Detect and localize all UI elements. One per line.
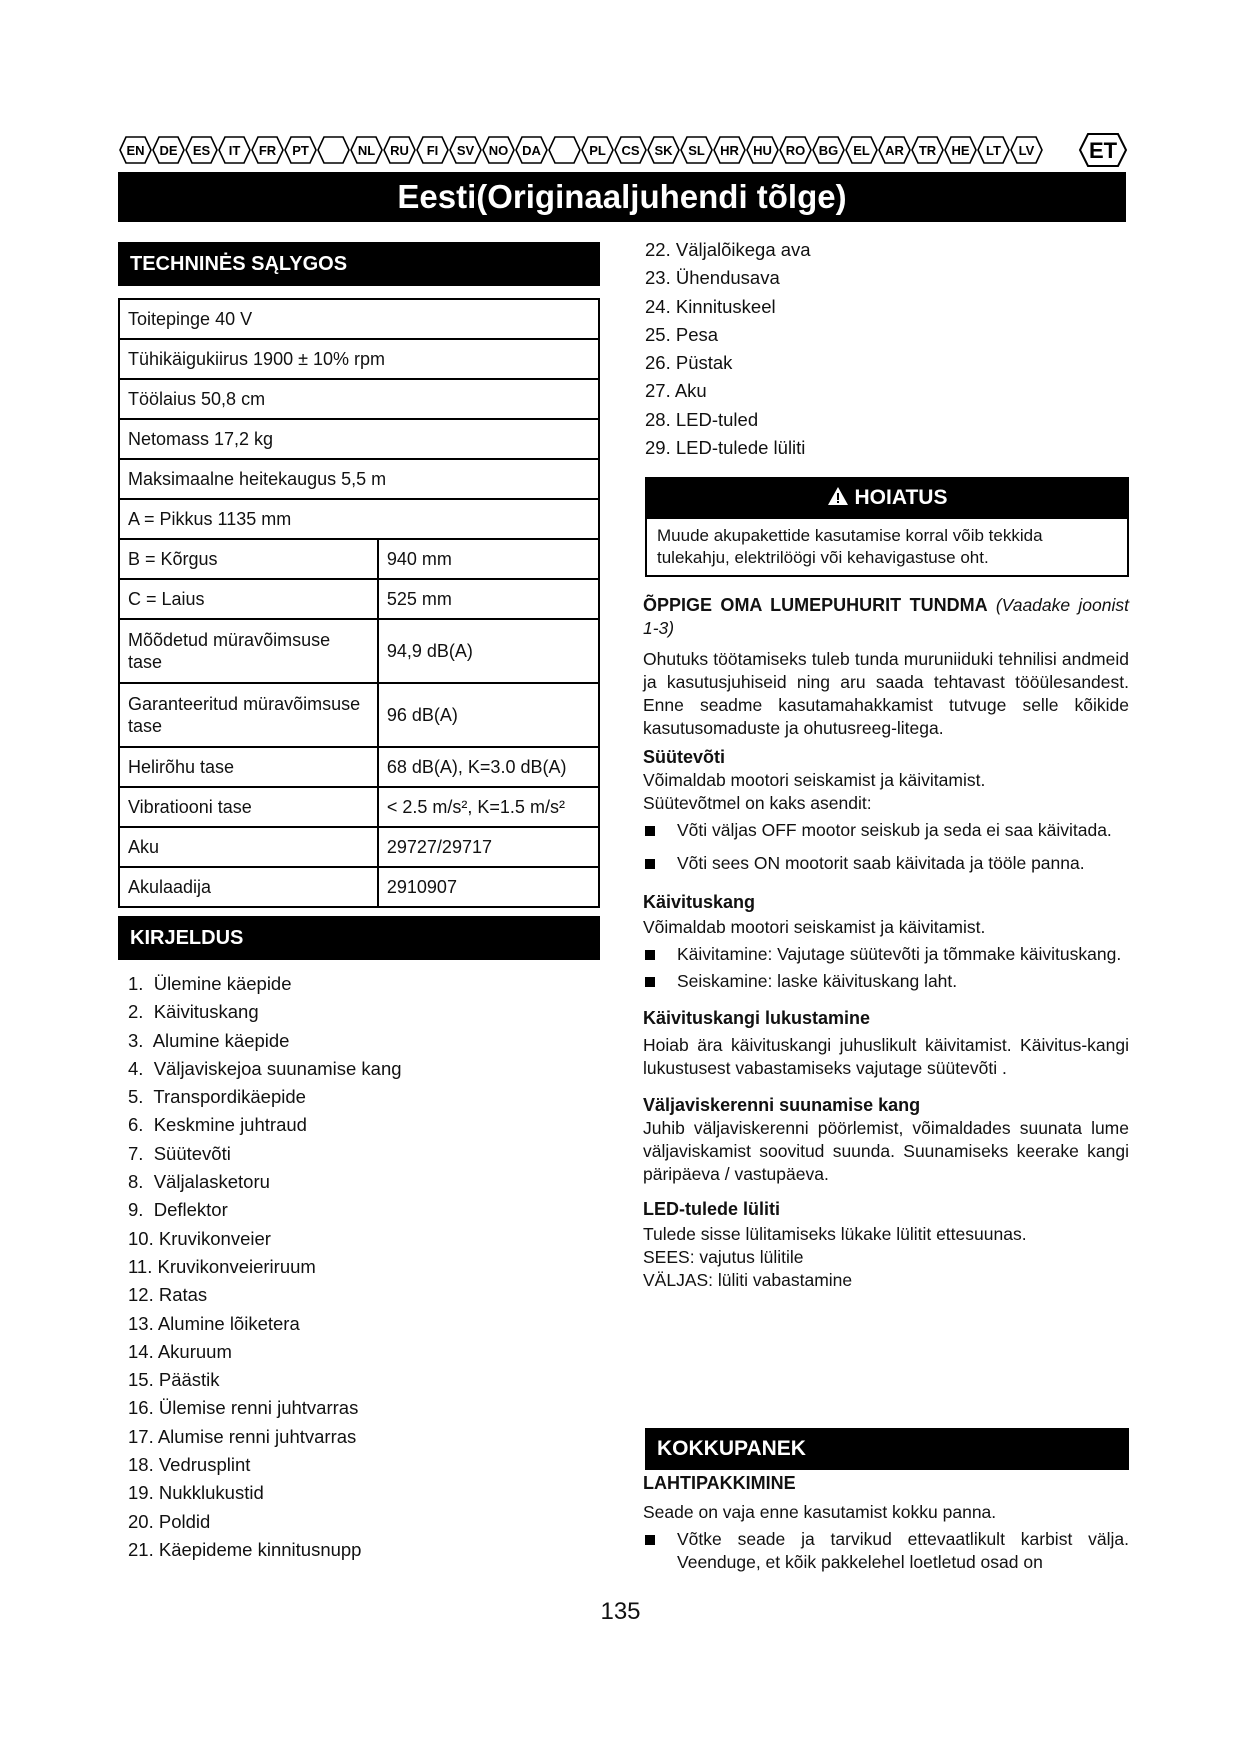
language-tab-tr — [912, 137, 943, 163]
spec-value: < 2.5 m/s², K=1.5 m/s² — [378, 787, 599, 827]
svg-text:EL: EL — [853, 143, 870, 158]
page-number: 135 — [600, 1598, 641, 1625]
spec-label: Töölaius 50,8 cm — [119, 379, 599, 419]
chute-text: Juhib väljaviskerenni pöörlemist, võimaldades suunata lume väljaviskamist soovitud suunda. Suunamiseks keerake kangi päripäeva / vastupäeva. — [643, 1118, 1129, 1184]
ignition-text-1: Võimaldab mootori seiskamist ja käivitamist. — [643, 770, 986, 790]
spec-row — [119, 379, 599, 419]
assembly-section — [643, 1472, 1129, 1574]
spec-row — [119, 539, 599, 579]
list-item: 19. Nukklukustid — [128, 1482, 264, 1504]
language-tab-blank — [549, 137, 580, 163]
svg-text:BG: BG — [818, 143, 839, 158]
language-tab-nl — [351, 137, 382, 163]
spec-row — [119, 419, 599, 459]
list-item: 29. LED-tulede lüliti — [645, 437, 806, 459]
language-tab-sl — [681, 137, 712, 163]
language-tab-bg — [813, 137, 844, 163]
language-tab-de — [153, 137, 184, 163]
unpacking-heading: LAHTIPAKKIMINE — [643, 1473, 796, 1493]
svg-text:NL: NL — [357, 143, 376, 158]
specs-heading: TECHNINĖS SĄLYGOS — [118, 242, 600, 286]
spec-row — [119, 339, 599, 379]
spec-label: B = Kõrgus — [119, 539, 378, 579]
lever-bullet-start: Käivitamine: Vajutage süütevõti ja tõmmake käivituskang. — [643, 943, 1129, 966]
language-tab-cs — [615, 137, 646, 163]
lever-heading: Käivituskang — [643, 892, 756, 912]
svg-text:RU: RU — [390, 143, 409, 158]
language-tab-he — [945, 137, 976, 163]
list-item: 16. Ülemise renni juhtvarras — [128, 1397, 359, 1419]
list-item: 18. Vedrusplint — [128, 1454, 251, 1476]
spec-row — [119, 499, 599, 539]
list-item: 8. Väljalasketoru — [128, 1171, 270, 1193]
list-item: 4. Väljaviskejoa suunamise kang — [128, 1057, 402, 1079]
list-item: 11. Kruvikonveieriruum — [128, 1255, 316, 1277]
spec-label: Toitepinge 40 V — [119, 299, 599, 339]
spec-label: C = Laius — [119, 579, 378, 619]
spec-row — [119, 747, 599, 787]
lock-text: Hoiab ära käivituskangi juhuslikult käivitamist. Käivitus-kangi lukustusest vabastamiseks vajutage süütevõti . — [643, 1035, 1129, 1078]
spec-label: A = Pikkus 1135 mm — [119, 499, 599, 539]
svg-text:DE: DE — [159, 143, 178, 158]
svg-text:LV: LV — [1018, 143, 1035, 158]
warning-triangle-icon — [827, 486, 849, 506]
list-item: 20. Poldid — [128, 1510, 211, 1532]
assembly-heading: KOKKUPANEK — [645, 1428, 1129, 1470]
list-item: 21. Käepideme kinnitusnupp — [128, 1538, 362, 1560]
warning-heading: HOIATUS — [854, 486, 948, 509]
spec-label: Netomass 17,2 kg — [119, 419, 599, 459]
spec-label: Maksimaalne heitekaugus 5,5 m — [119, 459, 599, 499]
svg-text:EN: EN — [126, 143, 145, 158]
chute-heading: Väljaviskerenni suunamise kang — [643, 1095, 921, 1115]
led-heading: LED-tulede lüliti — [643, 1199, 780, 1219]
language-tab-hu — [747, 137, 778, 163]
list-item: 10. Kruvikonveier — [128, 1227, 271, 1249]
list-item: 6. Keskmine juhtraud — [128, 1114, 307, 1136]
assembly-text: Seade on vaja enne kasutamist kokku panna. — [643, 1502, 997, 1522]
ignition-text-2: Süütevõtmel on kaks asendit: — [643, 793, 872, 813]
know-text: Ohutuks töötamiseks tuleb tunda muruniiduki tehnilisi andmeid ja kasutusjuhiseid ning aru saada tehtavast tööülesandest. Enne seadme kasutamahakkamist tutvuge selle kõikide kasutusomaduste ja ohutusreeg-litega. — [643, 649, 1129, 738]
led-line-1: Tulede sisse lülitamiseks lükake lülitit ettesuunas. — [643, 1224, 1027, 1244]
list-item: 7. Süütevõti — [128, 1142, 231, 1164]
list-item: 13. Alumine lõiketera — [128, 1312, 300, 1334]
language-tab-pt — [285, 137, 316, 163]
svg-text:SV: SV — [456, 143, 475, 158]
svg-text:SK: SK — [654, 143, 673, 158]
svg-text:NO: NO — [488, 143, 509, 158]
spec-row — [119, 579, 599, 619]
spec-row — [119, 867, 599, 907]
svg-text:DA: DA — [522, 143, 541, 158]
spec-label: Helirõhu tase — [119, 747, 378, 787]
svg-text:ES: ES — [192, 143, 211, 158]
spec-label: Garanteeritud müravõimsuse tase — [119, 683, 378, 747]
svg-text:HR: HR — [720, 143, 739, 158]
list-item: 28. LED-tuled — [645, 408, 759, 430]
led-line-2: SEES: vajutus lülitile — [643, 1247, 804, 1267]
know-section — [643, 594, 1129, 1292]
language-tab-fr — [252, 137, 283, 163]
list-item: 27. Aku — [645, 380, 707, 402]
svg-text:FI: FI — [426, 143, 439, 158]
spec-row — [119, 683, 599, 747]
spec-value: 68 dB(A), K=3.0 dB(A) — [378, 747, 599, 787]
language-tab-no — [483, 137, 514, 163]
spec-value: 96 dB(A) — [378, 683, 599, 747]
svg-text:FR: FR — [258, 143, 277, 158]
svg-text:HE: HE — [951, 143, 970, 158]
svg-text:AR: AR — [885, 143, 904, 158]
language-tab-pl — [582, 137, 613, 163]
list-item: 2. Käivituskang — [128, 1001, 259, 1023]
language-tab-en — [120, 137, 151, 163]
lever-text: Võimaldab mootori seiskamist ja käivitamist. — [643, 917, 986, 937]
svg-text:ET: ET — [1088, 138, 1118, 163]
spec-row — [119, 827, 599, 867]
svg-text:RO: RO — [785, 143, 806, 158]
list-item: 26. Püstak — [645, 352, 733, 374]
language-tab-lt — [978, 137, 1009, 163]
language-tab-ar — [879, 137, 910, 163]
spec-value: 29727/29717 — [378, 827, 599, 867]
language-tab-current — [1080, 134, 1126, 166]
spec-label: Akulaadija — [119, 867, 378, 907]
ignition-heading: Süütevõti — [643, 747, 726, 767]
lever-bullet-stop: Seiskamine: laske käivituskang laht. — [643, 970, 1129, 993]
ignition-bullet-on: Võti sees ON mootorit saab käivitada ja tööle panna. — [643, 852, 1129, 875]
list-item: 22. Väljalõikega ava — [645, 239, 811, 260]
parts-list — [128, 970, 402, 1564]
language-tab-hr — [714, 137, 745, 163]
parts-list-continued — [645, 236, 811, 462]
language-tab-es — [186, 137, 217, 163]
spec-label: Aku — [119, 827, 378, 867]
list-item: 12. Ratas — [128, 1284, 208, 1306]
svg-text:IT: IT — [228, 143, 241, 158]
spec-value: 940 mm — [378, 539, 599, 579]
language-tab-lv — [1011, 137, 1042, 163]
spec-value: 2910907 — [378, 867, 599, 907]
spec-value: 94,9 dB(A) — [378, 619, 599, 683]
list-item: 9. Deflektor — [128, 1199, 228, 1221]
language-tab-fi — [417, 137, 448, 163]
svg-text:LT: LT — [986, 143, 1001, 158]
know-heading: ÕPPIGE OMA LUMEPUHURIT TUNDMA — [643, 595, 988, 615]
ignition-bullet-off: Võti väljas OFF mootor seiskub ja seda ei saa käivitada. — [643, 819, 1129, 842]
svg-text:HU: HU — [753, 143, 772, 158]
language-tab-ru — [384, 137, 415, 163]
spec-label: Vibratiooni tase — [119, 787, 378, 827]
language-tab-sv — [450, 137, 481, 163]
list-item: 3. Alumine käepide — [128, 1029, 290, 1051]
language-tab-it — [219, 137, 250, 163]
warning-header — [645, 477, 1129, 519]
led-line-3: VÄLJAS: lüliti vabastamine — [643, 1270, 853, 1290]
warning-box — [645, 477, 1129, 577]
list-item: 5. Transpordikäepide — [128, 1086, 306, 1108]
list-item: 14. Akuruum — [128, 1340, 232, 1362]
list-item: 15. Päästik — [128, 1369, 220, 1391]
spec-row — [119, 619, 599, 683]
list-item: 25. Pesa — [645, 323, 719, 345]
language-tab-blank — [318, 137, 349, 163]
spec-value: 525 mm — [378, 579, 599, 619]
know-note: (Vaadake joonist 1-3) — [643, 595, 1129, 638]
list-item: 1. Ülemine käepide — [128, 973, 292, 994]
page-title: Eesti(Originaaljuhendi tõlge) — [118, 172, 1126, 222]
specs-table — [118, 298, 600, 908]
list-item: 23. Ühendusava — [645, 267, 780, 289]
spec-row — [119, 299, 599, 339]
description-heading: KIRJELDUS — [118, 916, 600, 960]
language-tab-el — [846, 137, 877, 163]
spec-label: Tühikäigukiirus 1900 ± 10% rpm — [119, 339, 599, 379]
language-tab-sk — [648, 137, 679, 163]
svg-text:SL: SL — [688, 143, 705, 158]
language-tabs — [118, 132, 1128, 168]
assembly-bullet: Võtke seade ja tarvikud ettevaatlikult karbist välja. Veenduge, et kõik pakkelehel loetletud osad on — [643, 1528, 1129, 1574]
list-item: 17. Alumise renni juhtvarras — [128, 1425, 357, 1447]
spec-label: Mõõdetud müravõimsuse tase — [119, 619, 378, 683]
svg-text:PL: PL — [589, 143, 606, 158]
svg-text:TR: TR — [918, 143, 937, 158]
svg-text:PT: PT — [292, 143, 309, 158]
lock-heading: Käivituskangi lukustamine — [643, 1008, 871, 1028]
language-tab-ro — [780, 137, 811, 163]
warning-text: Muude akupakettide kasutamise korral võib tekkida tulekahju, elektrilöögi või kehavigastuse oht. — [645, 519, 1129, 577]
list-item: 24. Kinnituskeel — [645, 295, 776, 317]
language-tab-da — [516, 137, 547, 163]
spec-row — [119, 459, 599, 499]
svg-text:CS: CS — [621, 143, 640, 158]
spec-row — [119, 787, 599, 827]
